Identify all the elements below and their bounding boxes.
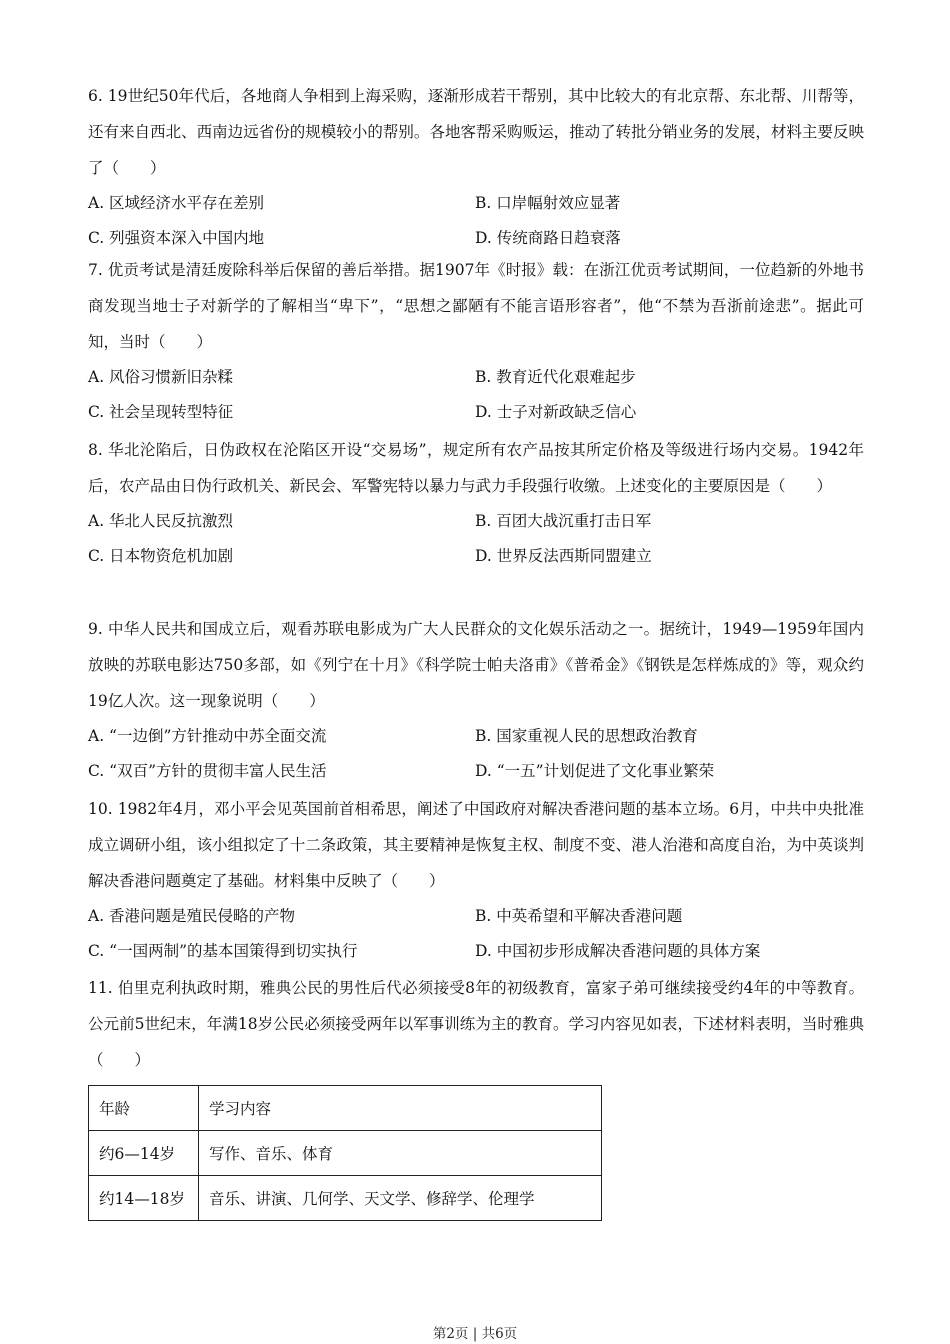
option-c: C. 日本物资危机加剧	[88, 547, 234, 565]
option-d: D. 中国初步形成解决香港问题的具体方案	[475, 942, 761, 960]
option-c: C. 列强资本深入中国内地	[88, 229, 265, 247]
option-b: B. 口岸幅射效应显著	[475, 194, 621, 212]
option-c: C. “一国两制”的基本国策得到切实执行	[88, 942, 358, 960]
table-cell: 写作、音乐、体育	[199, 1131, 602, 1176]
option-c: C. 社会呈现转型特征	[88, 403, 234, 421]
answer-options	[88, 360, 864, 430]
question-stem: 8. 华北沦陷后，日伪政权在沦陷区开设“交易场”，规定所有农产品按其所定价格及等级进行场内交易。1942年后，农产品由日伪行政机关、新民会、军警宪特以暴力与武力手段强行收缴。上述变化的主要原因是（ ）	[88, 441, 864, 495]
question-11	[88, 970, 864, 1078]
option-c: C. “双百”方针的贯彻丰富人民生活	[88, 762, 327, 780]
option-b: B. 国家重视人民的思想政治教育	[475, 727, 698, 745]
question-9	[88, 611, 864, 789]
question-stem: 7. 优贡考试是清廷废除科举后保留的善后举措。据1907年《时报》载：在浙江优贡考试期间，一位趋新的外地书商发现当地士子对新学的了解相当“卑下”，“思想之鄙陋有不能言语形容者”，他“不禁为吾浙前途悲”。据此可知，当时（ ）	[88, 261, 864, 351]
option-a: A. 区域经济水平存在差别	[88, 194, 265, 212]
question-7	[88, 252, 864, 430]
option-d: D. “一五”计划促进了文化事业繁荣	[475, 762, 715, 780]
question-6	[88, 78, 864, 256]
answer-options	[88, 899, 864, 969]
option-a: A. 华北人民反抗激烈	[88, 512, 234, 530]
table-cell: 音乐、讲演、几何学、天文学、修辞学、伦理学	[199, 1176, 602, 1221]
question-stem: 10. 1982年4月，邓小平会见英国前首相希思，阐述了中国政府对解决香港问题的基本立场。6月，中共中央批准成立调研小组，该小组拟定了十二条政策，其主要精神是恢复主权、制度不变、港人治港和高度自治，为中英谈判解决香港问题奠定了基础。材料集中反映了（ ）	[88, 800, 864, 890]
question-10	[88, 791, 864, 969]
option-d: D. 士子对新政缺乏信心	[475, 403, 637, 421]
answer-options	[88, 186, 864, 256]
table-row	[89, 1131, 602, 1176]
option-b: B. 百团大战沉重打击日军	[475, 512, 652, 530]
question-stem: 9. 中华人民共和国成立后，观看苏联电影成为广大人民群众的文化娱乐活动之一。据统计，1949—1959年国内放映的苏联电影达750多部，如《列宁在十月》《科学院士帕夫洛甫》《普希金》《钢铁是怎样炼成的》等，观众约19亿人次。这一现象说明（ ）	[88, 620, 864, 710]
question-stem: 6. 19世纪50年代后，各地商人争相到上海采购，逐渐形成若干帮别，其中比较大的有北京帮、东北帮、川帮等，还有来自西北、西南边远省份的规模较小的帮别。各地客帮采购贩运，推动了转批分销业务的发展，材料主要反映了（ ）	[88, 87, 864, 177]
option-a: A. 风俗习惯新旧杂糅	[88, 368, 234, 386]
answer-options	[88, 719, 864, 789]
question-stem: 11. 伯里克利执政时期，雅典公民的男性后代必须接受8年的初级教育，富家子弟可继续接受约4年的中等教育。公元前5世纪末，年满18岁公民必须接受两年以军事训练为主的教育。学习内容见如表，下述材料表明，当时雅典（ ）	[88, 979, 864, 1069]
option-a: A. 香港问题是殖民侵略的产物	[88, 907, 296, 925]
option-a: A. “一边倒”方针推动中苏全面交流	[88, 727, 327, 745]
option-d: D. 传统商路日趋衰落	[475, 229, 621, 247]
table-header-cell: 年龄	[89, 1086, 199, 1131]
option-b: B. 教育近代化艰难起步	[475, 368, 636, 386]
option-b: B. 中英希望和平解决香港问题	[475, 907, 683, 925]
table-cell: 约14—18岁	[89, 1176, 199, 1221]
answer-options	[88, 504, 864, 574]
question-8	[88, 432, 864, 574]
table-row	[89, 1176, 602, 1221]
table-header-cell: 学习内容	[199, 1086, 602, 1131]
table-header-row	[89, 1086, 602, 1131]
option-d: D. 世界反法西斯同盟建立	[475, 547, 652, 565]
study-content-table	[88, 1085, 602, 1221]
page-footer: 第2页 | 共6页	[432, 1326, 518, 1342]
table-cell: 约6—14岁	[89, 1131, 199, 1176]
